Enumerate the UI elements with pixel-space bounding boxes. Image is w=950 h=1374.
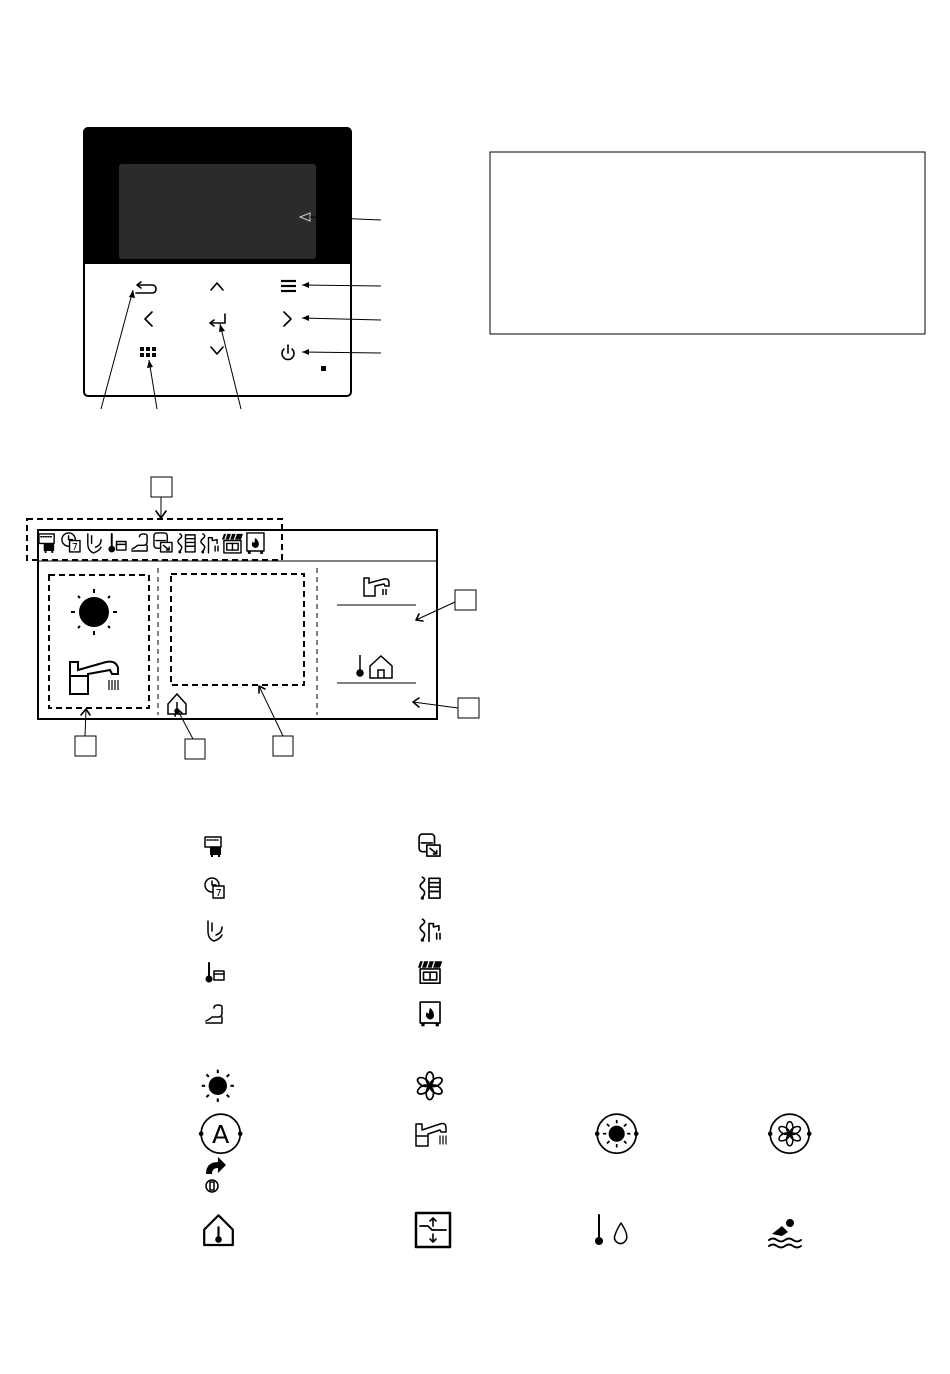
remote-controller <box>84 128 381 409</box>
boiler-icon <box>420 1002 440 1026</box>
callout-box-temp <box>273 736 293 756</box>
pool-icon <box>769 1219 801 1248</box>
weekly-timer-icon <box>205 878 224 899</box>
auto-mode-icon <box>199 1114 243 1153</box>
callout-box-tank <box>455 590 476 610</box>
remote-icon <box>419 834 440 856</box>
icon-legend <box>199 834 812 1247</box>
lcd-screen <box>119 164 316 259</box>
heat-mode-icon <box>202 1070 234 1102</box>
pump-icon <box>206 1005 222 1023</box>
callout-box-mode <box>75 736 96 756</box>
solar-heat-icon <box>420 919 440 942</box>
cool-mode-icon <box>416 1072 444 1100</box>
house-thermostat-icon <box>204 1215 233 1245</box>
manual-icon <box>208 921 222 941</box>
auto-cool-icon <box>768 1114 812 1153</box>
callout-box-house <box>185 739 205 759</box>
status-led <box>321 366 326 371</box>
auto-heat-icon <box>595 1114 639 1153</box>
description-box <box>490 152 925 334</box>
tank-icon <box>416 1124 446 1147</box>
solar-panel-icon <box>418 961 442 983</box>
screen-layout-diagram <box>27 477 479 759</box>
svg-text:7: 7 <box>71 542 78 554</box>
force-icon <box>206 1157 226 1192</box>
switch-icon <box>416 1213 450 1247</box>
calendar-icon <box>205 837 221 857</box>
bivalent-icon <box>420 877 440 900</box>
temp-humidity-icon <box>595 1215 627 1245</box>
callout-box-room <box>458 698 479 718</box>
svg-text:A: A <box>212 1119 230 1149</box>
room-thermostat-icon <box>206 963 225 983</box>
svg-text:7: 7 <box>215 888 222 899</box>
callout-box-status-bar <box>151 477 172 497</box>
